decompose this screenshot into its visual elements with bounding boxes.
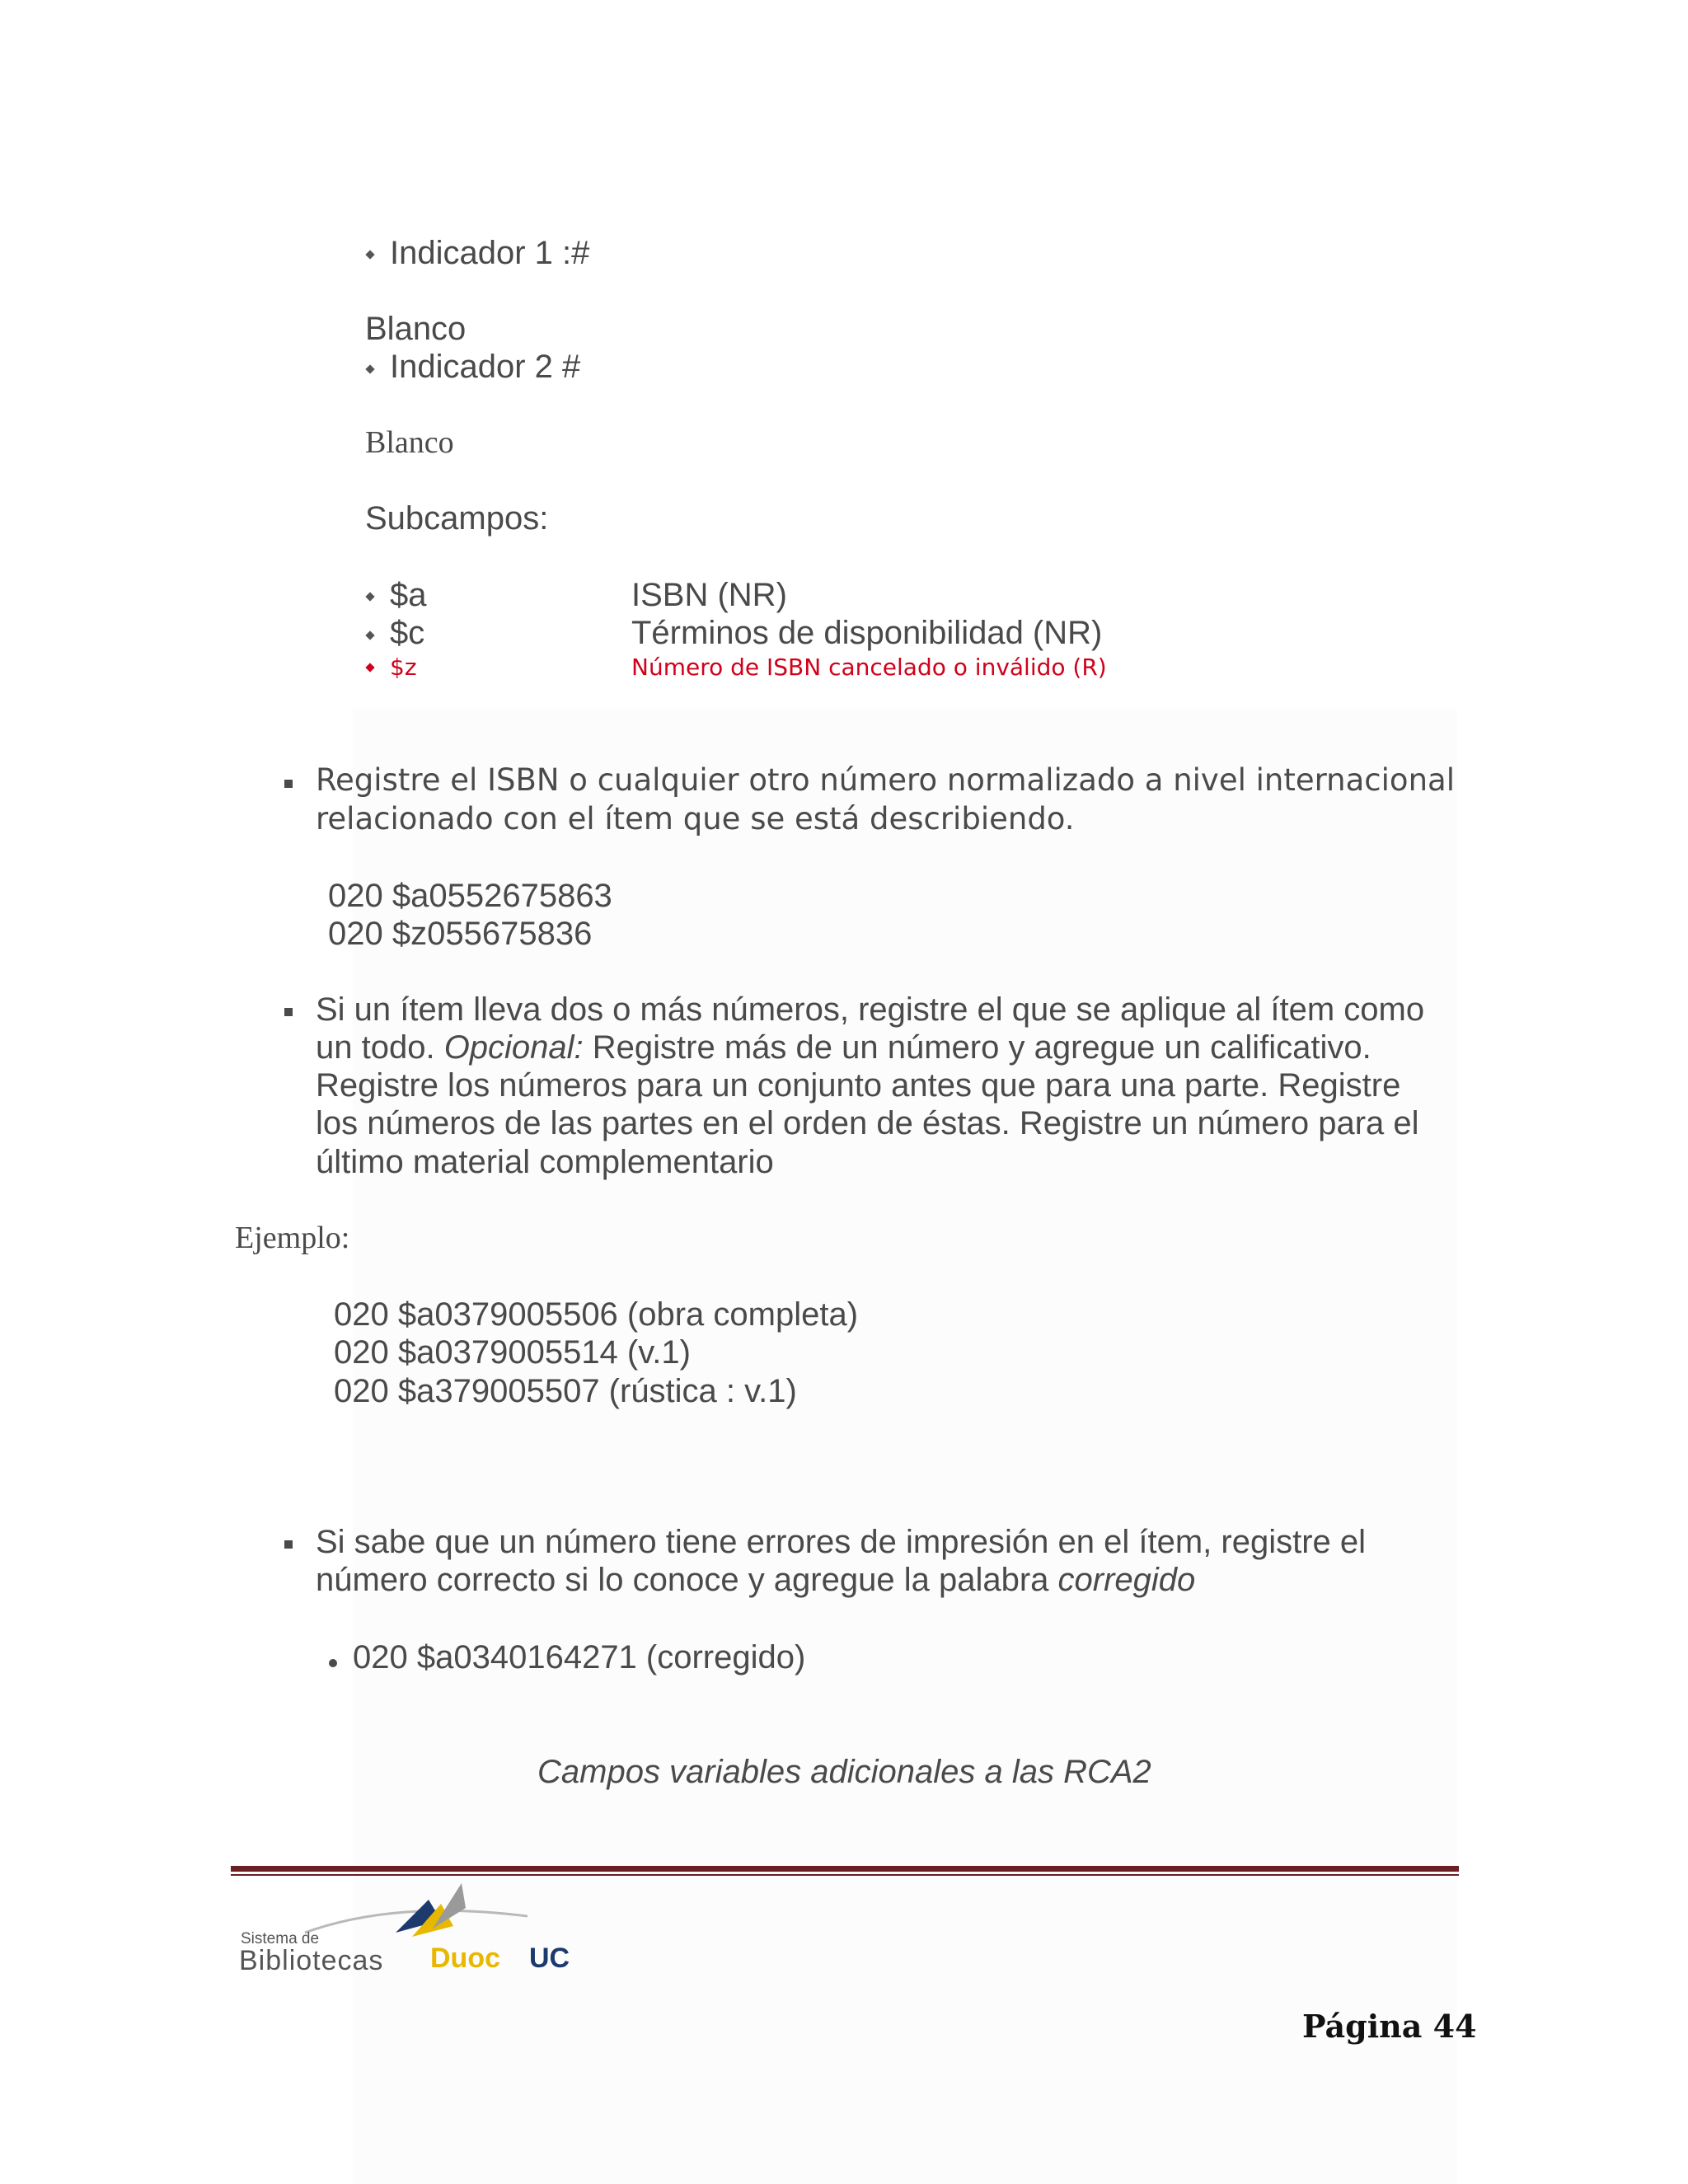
rule3-example: 020 $a0340164271 (corregido) <box>353 1639 806 1675</box>
rule2-line <box>316 1029 1372 1066</box>
subfields-heading: Subcampos: <box>365 500 549 537</box>
rule3-text: número correcto si lo conoce y agregue la palabra <box>316 1562 1058 1598</box>
rule2-text: Registre más de un número y agregue un calificativo. <box>583 1029 1372 1066</box>
subfield-desc: Número de ISBN cancelado o inválido (R) <box>631 654 1107 681</box>
indicator-1-label: Indicador 1 :# <box>390 235 590 271</box>
example-line: 020 $a379005507 (rústica : v.1) <box>334 1373 797 1409</box>
rule2-line: Registre los números para un conjunto antes que para una parte. Registre <box>316 1067 1401 1104</box>
indicator-2-label: Indicador 2 # <box>390 349 581 385</box>
rule1-example: 020 $a0552675863 <box>328 878 612 914</box>
rule2-italic: Opcional: <box>443 1029 584 1066</box>
subfield-desc: Términos de disponibilidad (NR) <box>631 615 1103 651</box>
page-number: Página 44 <box>1302 2008 1477 2045</box>
library-logo-swoosh-icon <box>297 1875 536 1949</box>
logo-uc-text: UC <box>529 1943 570 1974</box>
indicator-2-value: Blanco <box>365 425 454 460</box>
diamond-bullet-icon <box>365 630 374 640</box>
rule3-italic: corregido <box>1057 1562 1196 1598</box>
example-line: 020 $a0379005514 (v.1) <box>334 1334 691 1371</box>
subfield-code: $z <box>390 654 417 681</box>
rule1-line: Registre el ISBN o cualquier otro número normalizado a nivel internacional <box>316 762 1455 798</box>
logo-small-text: Sistema de <box>241 1930 320 1947</box>
example-line: 020 $a0379005506 (obra completa) <box>334 1296 859 1333</box>
round-bullet-icon <box>329 1659 337 1667</box>
diamond-bullet-icon <box>365 364 374 373</box>
section-title: Campos variables adicionales a las RCA2 <box>537 1754 1151 1790</box>
subfield-code: $a <box>390 577 427 613</box>
square-bullet-icon <box>284 1008 293 1016</box>
rule2-text: un todo. <box>316 1029 444 1066</box>
indicator-1-value: Blanco <box>365 311 467 347</box>
rule3-line: Si sabe que un número tiene errores de impresión en el ítem, registre el <box>316 1524 1367 1560</box>
logo-big-text: Bibliotecas <box>239 1945 384 1976</box>
rule1-example: 020 $z055675836 <box>328 916 593 952</box>
subfield-desc: ISBN (NR) <box>631 577 787 613</box>
footer-rule <box>231 1866 1459 1872</box>
diamond-bullet-icon <box>365 250 374 259</box>
rule2-line: Si un ítem lleva dos o más números, registre el que se aplique al ítem como <box>316 991 1425 1028</box>
rule2-line: último material complementario <box>316 1144 774 1180</box>
logo-duoc-text: Duoc <box>430 1943 500 1974</box>
square-bullet-icon <box>284 1540 293 1549</box>
rule3-line <box>316 1561 1195 1599</box>
example-label: Ejemplo: <box>235 1221 350 1255</box>
diamond-bullet-icon <box>365 663 374 672</box>
subfield-code: $c <box>390 615 425 651</box>
rule2-line: los números de las partes en el orden de éstas. Registre un número para el <box>316 1105 1419 1141</box>
diamond-bullet-icon <box>365 592 374 601</box>
square-bullet-icon <box>284 780 293 788</box>
rule1-line: relacionado con el ítem que se está describiendo. <box>316 801 1075 837</box>
